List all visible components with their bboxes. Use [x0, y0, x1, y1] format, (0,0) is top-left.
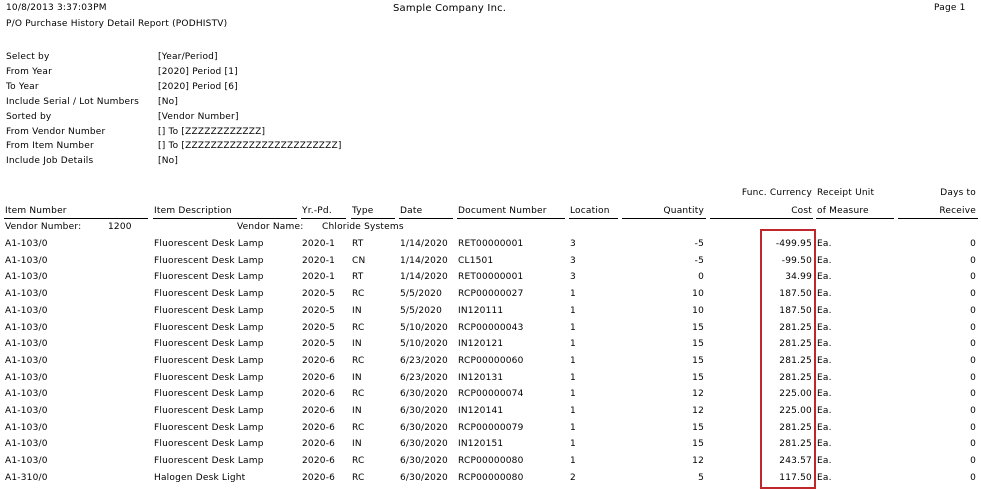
col-header-days-line1: Days to [940, 188, 976, 198]
cell-days-to-receive: 0 [970, 289, 976, 300]
cell-location: 1 [570, 406, 576, 416]
cell-item-description: Fluorescent Desk Lamp [154, 255, 264, 266]
cell-date: 5/10/2020 [400, 322, 448, 333]
cell-days-to-receive: 0 [970, 456, 976, 467]
cell-type: IN [352, 372, 362, 383]
cell-document-number: IN120151 [458, 439, 504, 450]
cell-item-description: Fluorescent Desk Lamp [154, 355, 264, 366]
cell-location: 3 [570, 239, 576, 249]
cell-unit-of-measure: Ea. [817, 339, 832, 350]
cell-location: 1 [570, 456, 576, 467]
vendor-number: 1200 [108, 222, 132, 232]
param-value: [Vendor Number] [158, 112, 239, 122]
cell-item-number: A1-103/0 [5, 305, 48, 316]
cell-type: IN [352, 406, 362, 416]
cell-cost: -499.95 [775, 239, 812, 249]
cell-cost: 281.25 [779, 372, 812, 383]
cell-yr-pd: 2020-6 [302, 355, 336, 366]
cell-type: RC [352, 472, 365, 483]
cell-item-number: A1-103/0 [5, 289, 48, 300]
cell-item-number: A1-103/0 [5, 456, 48, 467]
cell-type: RT [352, 272, 364, 283]
cell-days-to-receive: 0 [970, 255, 976, 266]
cell-item-description: Fluorescent Desk Lamp [154, 305, 264, 316]
cell-days-to-receive: 0 [970, 472, 976, 483]
cell-quantity: 12 [692, 389, 704, 400]
cell-location: 1 [570, 422, 576, 433]
table-row [0, 256, 981, 273]
cell-days-to-receive: 0 [970, 439, 976, 450]
cell-days-to-receive: 0 [970, 322, 976, 333]
cell-cost: 187.50 [779, 305, 812, 316]
param-label: From Year [6, 67, 53, 77]
table-row [0, 289, 981, 306]
header-rule [301, 218, 346, 219]
header-rule [622, 218, 706, 219]
cell-date: 6/30/2020 [400, 389, 448, 400]
cell-days-to-receive: 0 [970, 355, 976, 366]
cell-item-description: Fluorescent Desk Lamp [154, 272, 264, 283]
cell-location: 1 [570, 439, 576, 450]
cell-days-to-receive: 0 [970, 406, 976, 416]
cell-unit-of-measure: Ea. [817, 255, 832, 266]
cell-yr-pd: 2020-6 [302, 439, 336, 450]
header-rule [710, 218, 813, 219]
cell-document-number: RCP00000027 [458, 289, 524, 300]
col-header-uom-line1: Receipt Unit [817, 188, 875, 198]
cell-document-number: IN120131 [458, 372, 504, 383]
cell-item-description: Fluorescent Desk Lamp [154, 406, 264, 416]
cell-unit-of-measure: Ea. [817, 272, 832, 283]
header-rule [399, 218, 453, 219]
cell-yr-pd: 2020-1 [302, 239, 336, 249]
cell-quantity: 15 [692, 339, 704, 350]
cell-item-number: A1-103/0 [5, 406, 48, 416]
cell-unit-of-measure: Ea. [817, 322, 832, 333]
cell-cost: -99.50 [781, 255, 812, 266]
param-value: [Year/Period] [158, 52, 218, 62]
param-value: [No] [158, 156, 179, 166]
cell-cost: 225.00 [779, 389, 812, 400]
table-row [0, 439, 981, 456]
cell-document-number: CL1501 [458, 255, 494, 266]
cell-type: IN [352, 339, 362, 350]
cell-type: RC [352, 355, 365, 366]
cell-unit-of-measure: Ea. [817, 456, 832, 467]
cell-item-description: Fluorescent Desk Lamp [154, 372, 264, 383]
col-header-type: Type [352, 206, 374, 216]
param-value: [2020] Period [6] [158, 82, 238, 92]
cell-document-number: RCP00000079 [458, 422, 524, 433]
cell-days-to-receive: 0 [970, 272, 976, 283]
cell-type: IN [352, 439, 362, 450]
table-row [0, 373, 981, 390]
header-rule [816, 218, 894, 219]
cell-item-description: Halogen Desk Light [154, 472, 246, 483]
cell-location: 1 [570, 339, 576, 350]
cell-cost: 281.25 [779, 439, 812, 450]
param-label: From Item Number [6, 141, 94, 151]
cell-type: RC [352, 322, 365, 333]
param-label: Select by [6, 52, 50, 62]
cell-item-description: Fluorescent Desk Lamp [154, 422, 264, 433]
cell-item-number: A1-103/0 [5, 339, 48, 350]
cell-type: RC [352, 422, 365, 433]
cell-yr-pd: 2020-5 [302, 289, 336, 300]
table-row [0, 456, 981, 473]
cell-yr-pd: 2020-1 [302, 255, 336, 266]
cell-date: 1/14/2020 [400, 272, 448, 283]
cell-item-description: Fluorescent Desk Lamp [154, 439, 264, 450]
cell-location: 3 [570, 272, 576, 283]
cell-item-number: A1-103/0 [5, 322, 48, 333]
cell-date: 6/30/2020 [400, 439, 448, 450]
param-value: [No] [158, 97, 179, 107]
cell-date: 6/23/2020 [400, 355, 448, 366]
cell-quantity: 15 [692, 322, 704, 333]
cell-cost: 225.00 [779, 406, 812, 416]
header-rule [4, 218, 148, 219]
cell-document-number: RET00000001 [458, 239, 524, 249]
cell-document-number: RCP00000074 [458, 389, 524, 400]
cell-item-number: A1-103/0 [5, 355, 48, 366]
table-row [0, 306, 981, 323]
cell-location: 1 [570, 305, 576, 316]
cell-unit-of-measure: Ea. [817, 472, 832, 483]
cell-unit-of-measure: Ea. [817, 439, 832, 450]
cell-quantity: 15 [692, 355, 704, 366]
header-rule [457, 218, 565, 219]
col-header-cost-line2: Cost [791, 206, 812, 216]
param-label: Include Job Details [6, 156, 94, 166]
cell-days-to-receive: 0 [970, 389, 976, 400]
col-header-cost-line1: Func. Currency [741, 188, 812, 198]
cell-item-number: A1-103/0 [5, 422, 48, 433]
cell-unit-of-measure: Ea. [817, 289, 832, 300]
cell-date: 6/30/2020 [400, 472, 448, 483]
vendor-name: Chloride Systems [322, 222, 404, 232]
cell-quantity: 10 [692, 305, 704, 316]
cell-location: 2 [570, 472, 576, 483]
cell-quantity: 10 [692, 289, 704, 300]
cell-type: RC [352, 289, 365, 300]
cell-type: RT [352, 239, 364, 249]
cell-quantity: 5 [698, 472, 704, 483]
cell-unit-of-measure: Ea. [817, 355, 832, 366]
col-header-item-description: Item Description [154, 206, 232, 216]
cell-date: 5/5/2020 [400, 305, 443, 316]
cell-type: RC [352, 456, 365, 467]
param-label: Include Serial / Lot Numbers [6, 97, 140, 107]
cell-days-to-receive: 0 [970, 372, 976, 383]
col-header-uom-line2: of Measure [817, 206, 869, 216]
cell-cost: 281.25 [779, 339, 812, 350]
table-row [0, 323, 981, 340]
cell-cost: 34.99 [785, 272, 812, 283]
cell-document-number: RCP00000060 [458, 355, 524, 366]
cell-quantity: 15 [692, 372, 704, 383]
cell-item-description: Fluorescent Desk Lamp [154, 456, 264, 467]
cell-item-number: A1-103/0 [5, 239, 48, 249]
cell-item-description: Fluorescent Desk Lamp [154, 239, 264, 249]
cell-quantity: 12 [692, 406, 704, 416]
cell-item-number: A1-103/0 [5, 389, 48, 400]
cell-cost: 281.25 [779, 322, 812, 333]
cell-location: 1 [570, 322, 576, 333]
table-row [0, 406, 981, 423]
cell-document-number: RCP00000080 [458, 456, 524, 467]
report-datetime: 10/8/2013 3:37:03PM [6, 3, 107, 13]
param-value: [] To [ZZZZZZZZZZZZ] [158, 127, 266, 137]
param-label: Sorted by [6, 112, 52, 122]
cell-quantity: 0 [698, 272, 704, 283]
col-header-item-number: Item Number [5, 206, 67, 216]
cell-document-number: IN120111 [458, 305, 504, 316]
cell-cost: 187.50 [779, 289, 812, 300]
col-header-yr-pd: Yr.-Pd. [302, 206, 332, 216]
cell-yr-pd: 2020-6 [302, 472, 336, 483]
cell-item-number: A1-103/0 [5, 255, 48, 266]
cell-type: IN [352, 305, 362, 316]
cell-days-to-receive: 0 [970, 239, 976, 249]
cell-quantity: 12 [692, 456, 704, 467]
header-rule [569, 218, 618, 219]
table-row [0, 272, 981, 289]
cell-cost: 117.50 [779, 472, 812, 483]
cell-date: 6/23/2020 [400, 372, 448, 383]
header-rule [898, 218, 978, 219]
cell-item-description: Fluorescent Desk Lamp [154, 289, 264, 300]
cell-document-number: RCP00000043 [458, 322, 524, 333]
cell-yr-pd: 2020-6 [302, 406, 336, 416]
cell-unit-of-measure: Ea. [817, 305, 832, 316]
cell-quantity: -5 [694, 255, 704, 266]
cell-yr-pd: 2020-5 [302, 322, 336, 333]
cell-item-number: A1-103/0 [5, 439, 48, 450]
col-header-quantity: Quantity [663, 206, 704, 216]
cell-yr-pd: 2020-6 [302, 456, 336, 467]
header-rule [153, 218, 297, 219]
param-label: From Vendor Number [6, 127, 106, 137]
cell-location: 1 [570, 355, 576, 366]
cell-unit-of-measure: Ea. [817, 372, 832, 383]
table-row [0, 389, 981, 406]
company-name: Sample Company Inc. [393, 3, 507, 14]
table-row [0, 423, 981, 440]
cell-unit-of-measure: Ea. [817, 406, 832, 416]
cell-yr-pd: 2020-6 [302, 389, 336, 400]
cell-quantity: 15 [692, 422, 704, 433]
header-rule [351, 218, 395, 219]
report-title: P/O Purchase History Detail Report (PODHISTV) [6, 19, 228, 29]
cell-date: 6/30/2020 [400, 456, 448, 467]
table-row [0, 356, 981, 373]
cell-item-description: Fluorescent Desk Lamp [154, 389, 264, 400]
cell-date: 6/30/2020 [400, 406, 448, 416]
cell-quantity: -5 [694, 239, 704, 249]
cell-cost: 281.25 [779, 355, 812, 366]
cell-document-number: RET00000001 [458, 272, 524, 283]
param-value: [2020] Period [1] [158, 67, 238, 77]
vendor-number-label: Vendor Number: [5, 222, 82, 232]
cell-item-number: A1-103/0 [5, 272, 48, 283]
cell-item-description: Fluorescent Desk Lamp [154, 339, 264, 350]
table-row [0, 339, 981, 356]
cell-cost: 243.57 [779, 456, 812, 467]
cell-type: CN [352, 255, 366, 266]
col-header-location: Location [570, 206, 610, 216]
cell-yr-pd: 2020-6 [302, 372, 336, 383]
cell-document-number: IN120121 [458, 339, 504, 350]
cell-date: 6/30/2020 [400, 422, 448, 433]
page-number: Page 1 [934, 3, 966, 13]
cell-yr-pd: 2020-5 [302, 339, 336, 350]
cell-document-number: IN120141 [458, 406, 504, 416]
cell-days-to-receive: 0 [970, 305, 976, 316]
param-label: To Year [6, 82, 39, 92]
cell-date: 1/14/2020 [400, 255, 448, 266]
cell-document-number: RCP00000080 [458, 472, 524, 483]
col-header-document-number: Document Number [458, 206, 547, 216]
cell-unit-of-measure: Ea. [817, 239, 832, 249]
cell-days-to-receive: 0 [970, 339, 976, 350]
param-value: [] To [ZZZZZZZZZZZZZZZZZZZZZZZZ] [158, 141, 342, 151]
cell-item-description: Fluorescent Desk Lamp [154, 322, 264, 333]
cell-yr-pd: 2020-1 [302, 272, 336, 283]
cell-location: 1 [570, 372, 576, 383]
cell-location: 3 [570, 255, 576, 266]
col-header-date: Date [400, 206, 423, 216]
cell-unit-of-measure: Ea. [817, 422, 832, 433]
cost-highlight-box [760, 229, 816, 489]
cell-yr-pd: 2020-5 [302, 305, 336, 316]
cell-location: 1 [570, 389, 576, 400]
cell-date: 1/14/2020 [400, 239, 448, 249]
cell-item-number: A1-310/0 [5, 472, 48, 483]
cell-days-to-receive: 0 [970, 422, 976, 433]
cell-cost: 281.25 [779, 422, 812, 433]
col-header-days-line2: Receive [939, 206, 976, 216]
cell-yr-pd: 2020-6 [302, 422, 336, 433]
cell-date: 5/10/2020 [400, 339, 448, 350]
cell-item-number: A1-103/0 [5, 372, 48, 383]
cell-quantity: 15 [692, 439, 704, 450]
cell-type: RC [352, 389, 365, 400]
cell-unit-of-measure: Ea. [817, 389, 832, 400]
cell-date: 5/5/2020 [400, 289, 443, 300]
cell-location: 1 [570, 289, 576, 300]
table-row [0, 239, 981, 256]
vendor-name-label: Vendor Name: [237, 222, 304, 232]
